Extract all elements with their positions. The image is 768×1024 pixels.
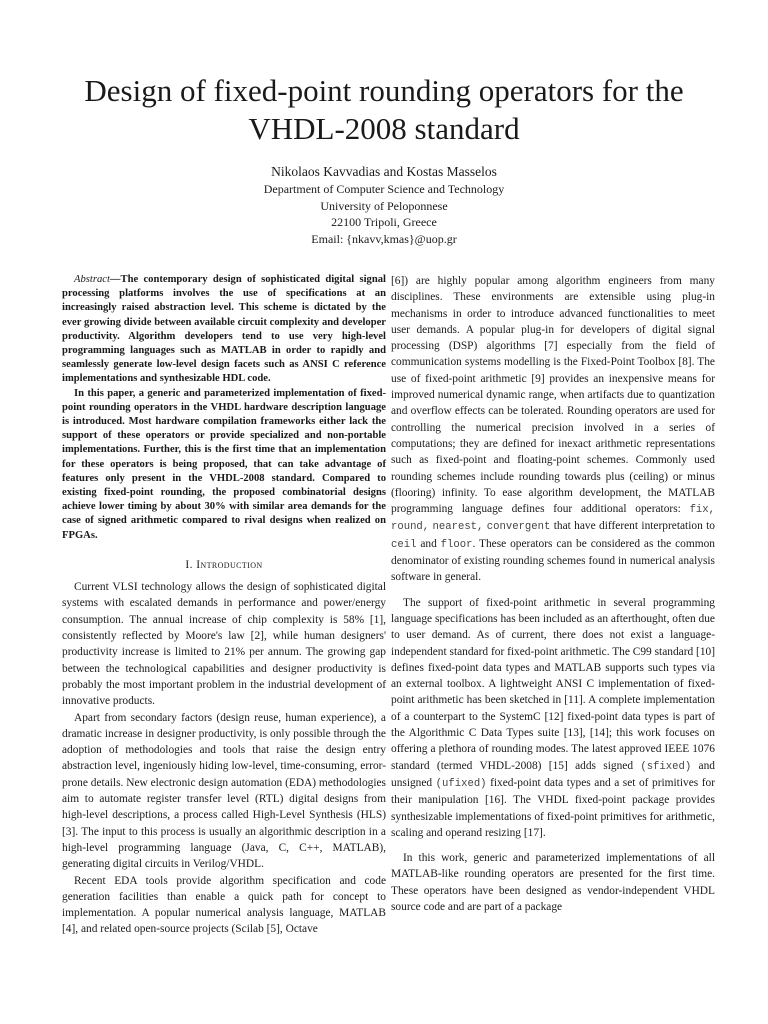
abstract-paragraph-1 — [62, 273, 386, 387]
op-convergent: convergent — [486, 521, 551, 534]
affiliation-university: University of Peloponnese — [320, 198, 448, 213]
paper-title: Design of fixed-point rounding operators for the VHDL-2008 standard — [84, 73, 684, 146]
right-column — [391, 273, 715, 915]
right-p1-text-c: . These operators can be considered as the common denominator of existing rounding schemes found in numerical analysis software in general. — [391, 537, 715, 584]
affiliation-email: Email: {nkavv,kmas}@uop.gr — [311, 231, 457, 246]
right-paragraph-1 — [391, 273, 715, 586]
op-ceil: ceil — [391, 538, 417, 551]
section-title: Introduction — [196, 558, 263, 571]
right-paragraph-2 — [391, 595, 715, 841]
author-affiliation — [0, 181, 768, 247]
right-paragraph-3: In this work, generic and parameterized implementations of all MATLAB-like rounding operators are presented for the first time. These operators have been designed as vendor-independent VHDL source code and are part of a package — [391, 852, 715, 913]
right-p1-text-and: and — [420, 537, 437, 550]
op-fix: fix, — [689, 504, 715, 517]
abstract-text-1: The contemporary design of sophisticated digital signal processing platforms involves the use of specifications at an increasingly raised abstraction level. This scheme is dictated by the ever growing divide between available circuit complexity and developer productivity. Algorithm developers tend to use very high-level programming languages such as MATLAB in order to rapidly and seamlessly generate low-level design facets such as ANSI C reference implementations and synthesizable HDL code. — [62, 274, 386, 385]
left-column — [62, 273, 386, 938]
type-ufixed: (ufixed) — [435, 777, 487, 790]
op-round: round, — [391, 521, 430, 534]
op-floor: floor — [440, 538, 473, 551]
abstract-paragraph-2: In this paper, a generic and parameterized implementation of fixed-point rounding operators in the VHDL hardware description language is introduced. Most hardware compilation frameworks either lack the support of these operators or provide specialized and non-portable implementations. Further, this is the first time that an implementation for these operators is being proposed, that can take advantage of features only present in the VHDL-2008 standard. Compared to existing fixed-point rounding, the proposed combinatorial designs achieve lower timing by about 30% with similar area demands for the case of signed arithmetic compared to rival designs when realized on FPGAs. — [62, 387, 386, 541]
section-number: I. — [185, 558, 193, 571]
right-p2-text-a: The support of fixed-point arithmetic in several programming language specifications has been included as an afterthought, often due to user demand. As of current, there does not exist a language-independent standard for fixed-point arithmetic. The C99 standard [10] defines fixed-point data types and MATLAB supports such types via an external toolbox. A lightweight ANSI C implementation of fixed-point arithmetic has been sketched in [11]. A complete implementation of a counterpart to the SystemC [12] fixed-point data types is part of the Algorithmic C Data Types suite [13], [14]; this work focuses on offering a plethora of rounding modes. The latest approved IEEE 1076 standard (termed VHDL-2008) [15] adds signed — [391, 596, 716, 772]
type-sfixed: (sfixed) — [640, 760, 692, 773]
right-p2-text-b: and unsigned — [391, 759, 715, 789]
intro-paragraph-3: Recent EDA tools provide algorithm specification and code generation facilities than enable a quick path for concept to implementation. A popular numerical analysis language, MATLAB [4], and related open-source projects (Scilab [5], Octave — [62, 874, 386, 936]
right-p1-text-b: that have different interpretation to — [553, 520, 715, 533]
right-p2-text-c: fixed-point data types and a set of primitives for their manipulation [16]. The VHDL fixed-point package provides synthesizable implementations of fixed-point primitives for arithmetic, scaling and operand resizing [17]. — [391, 776, 715, 839]
abstract — [62, 273, 386, 543]
intro-paragraph-2: Apart from secondary factors (design reuse, human experience), a dramatic increase in designer productivity, is only possible through the adoption of methodologies and tools that raise the design entry abstraction level, ingeniously hiding low-level, time-consuming, error-prone details. New electronic design automation (EDA) methodologies aim to automate register transfer level (RTL) digital designs from high-level descriptions, a process called High-Level Synthesis (HLS) [3]. The input to this process is usually an algorithmic description in a high-level programming language (Java, C, C++, MATLAB), generating digital circuits in Verilog/VHDL. — [62, 711, 386, 871]
affiliation-department: Department of Computer Science and Technology — [263, 182, 505, 196]
section-heading-introduction — [62, 557, 386, 573]
abstract-label: Abstract — [74, 274, 110, 285]
intro-paragraph-1: Current VLSI technology allows the design of sophisticated digital systems with escalated demands in performance and power/energy consumption. The annual increase of chip complexity is 58% [1], consistently reflected by Moore's law [2], while human designers' productivity increase is limited to 21% per annum. The growing gap between the technological capabilities and designer productivity is probably the most important problem in the industrial development of innovative products. — [62, 581, 386, 708]
op-nearest: nearest, — [432, 521, 484, 534]
paper-authors: Nikolaos Kavvadias and Kostas Masselos — [271, 164, 497, 179]
abstract-dash: — — [109, 274, 121, 285]
affiliation-address: 22100 Tripoli, Greece — [331, 215, 437, 229]
right-p1-text-a: [6]) are highly popular among algorithm engineers from many disciplines. These environments are extensible using plug-in mechanisms in order to introduce advanced functionalities to meet user demands. A popular plug-in for developers of digital signal processing (DSP) algorithms [7] especially from the field of communication systems modelling is the Fixed-Point Toolbox [8]. The use of fixed-point arithmetic [9] provides an inexpensive means for improved numerical dynamic range, when artifacts due to quantization and overflow effects can be tolerated. Rounding operators are used for controlling the numerical precision involved in a series of computations; they are defined for inexact arithmetic representations such as fixed-point and floating-point schemes. Commonly used rounding schemes include rounding towards plus (ceiling) or minus (flooring) infinity. To ease algorithm development, the MATLAB programming language defines four additional operators: — [391, 275, 715, 516]
